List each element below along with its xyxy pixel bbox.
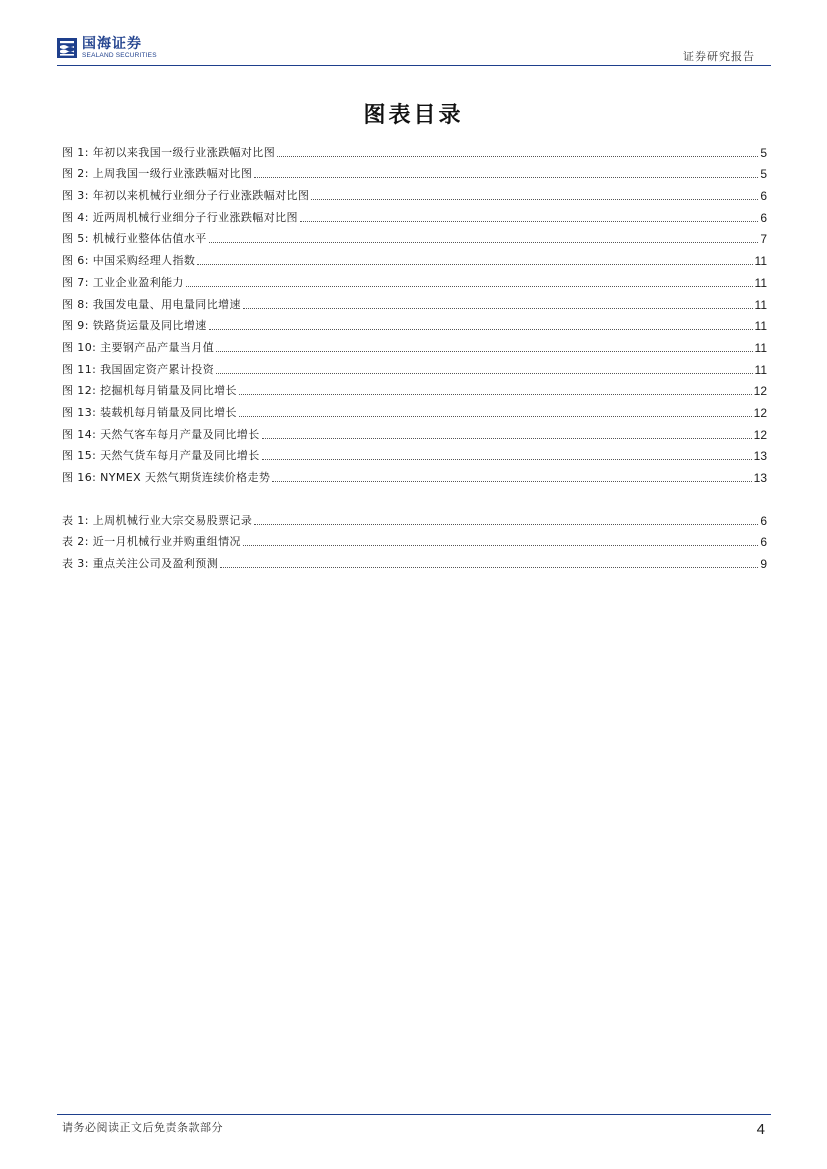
toc-entry-label: 图 5: 机械行业整体估值水平 <box>62 232 207 246</box>
toc-entry-label: 图 1: 年初以来我国一级行业涨跌幅对比图 <box>62 145 276 159</box>
dot-leader <box>216 350 752 352</box>
toc-entry-page: 11 <box>754 275 767 290</box>
footer-divider <box>57 1114 771 1115</box>
toc-entry-page: 5 <box>760 145 767 160</box>
toc-entry-page: 5 <box>760 167 767 182</box>
toc-entry-page: 13 <box>753 449 767 464</box>
toc-entry-label: 图 10: 主要钢产品产量当月值 <box>62 340 215 354</box>
toc-figure-entry[interactable] <box>62 290 767 312</box>
header-divider <box>57 65 771 66</box>
toc-entry-page: 11 <box>754 254 767 269</box>
toc-entry-label: 图 9: 铁路货运量及同比增速 <box>62 319 207 333</box>
toc-entry-label: 图 12: 挖掘机每月销量及同比增长 <box>62 384 237 398</box>
dot-leader <box>239 393 752 395</box>
toc-entry-page: 6 <box>760 535 767 550</box>
toc-figure-entry[interactable] <box>62 420 767 442</box>
dot-leader <box>311 198 758 200</box>
toc-entry-label: 图 11: 我国固定资产累计投资 <box>62 362 215 376</box>
dot-leader <box>262 437 752 439</box>
toc-figure-entry[interactable] <box>62 225 767 247</box>
toc-figure-entry[interactable] <box>62 312 767 334</box>
table-list <box>62 506 767 571</box>
toc-entry-page: 9 <box>760 557 767 572</box>
toc-entry-page: 7 <box>760 232 767 247</box>
toc-entry-label: 图 2: 上周我国一级行业涨跌幅对比图 <box>62 167 253 181</box>
toc-figure-entry[interactable] <box>62 268 767 290</box>
disclaimer-note: 请务必阅读正文后免责条款部分 <box>62 1121 223 1134</box>
brand-name-en: SEALAND SECURITIES <box>82 52 157 59</box>
dot-leader <box>254 176 758 178</box>
toc-entry-page: 12 <box>753 405 767 420</box>
report-type-label: 证券研究报告 <box>683 50 755 63</box>
toc-entry-label: 表 2: 近一月机械行业并购重组情况 <box>62 535 241 549</box>
toc-table-entry[interactable] <box>62 528 767 550</box>
dot-leader <box>209 328 753 330</box>
toc-entry-page: 12 <box>753 384 767 399</box>
toc-figure-entry[interactable] <box>62 463 767 485</box>
toc-entry-page: 12 <box>753 427 767 442</box>
dot-leader <box>216 372 752 374</box>
toc-entry-page: 11 <box>754 297 767 312</box>
toc-table-entry[interactable] <box>62 506 767 528</box>
toc-figure-entry[interactable] <box>62 442 767 464</box>
toc-entry-label: 表 3: 重点关注公司及盈利预测 <box>62 557 219 571</box>
dot-leader <box>239 415 752 417</box>
toc-entry-label: 图 6: 中国采购经理人指数 <box>62 254 196 268</box>
dot-leader <box>254 523 758 525</box>
toc-entry-label: 图 15: 天然气货车每月产量及同比增长 <box>62 449 260 463</box>
brand-logo <box>57 37 157 63</box>
toc-entry-page: 6 <box>760 189 767 204</box>
toc-figure-entry[interactable] <box>62 203 767 225</box>
toc-entry-label: 图 7: 工业企业盈利能力 <box>62 275 184 289</box>
dot-leader <box>262 458 752 460</box>
toc-entry-page: 11 <box>754 319 767 334</box>
figure-list <box>62 138 767 485</box>
toc-entry-label: 图 8: 我国发电量、用电量同比增速 <box>62 297 241 311</box>
sealand-logo-icon <box>57 38 77 58</box>
page-title: 图表目录 <box>363 103 464 128</box>
dot-leader <box>186 285 753 287</box>
toc-entry-page: 13 <box>753 471 767 485</box>
brand-name-cn: 国海证券 <box>82 36 142 52</box>
toc-figure-entry[interactable] <box>62 181 767 203</box>
dot-leader <box>272 480 751 482</box>
toc-entry-page: 6 <box>760 210 767 225</box>
toc-table-entry[interactable] <box>62 549 767 571</box>
toc-entry-page: 11 <box>754 362 767 377</box>
dot-leader <box>220 566 758 568</box>
toc-figure-entry[interactable] <box>62 246 767 268</box>
dot-leader <box>277 155 758 157</box>
toc-entry-label: 图 13: 装载机每月销量及同比增长 <box>62 405 237 419</box>
toc-entry-page: 6 <box>760 513 767 528</box>
dot-leader <box>300 220 758 222</box>
toc-figure-entry[interactable] <box>62 398 767 420</box>
toc-figure-entry[interactable] <box>62 377 767 399</box>
toc-entry-label: 图 16: NYMEX 天然气期货连续价格走势 <box>62 471 271 484</box>
toc-entry-page: 11 <box>754 340 767 355</box>
toc-figure-entry[interactable] <box>62 333 767 355</box>
page-number: 4 <box>756 1121 765 1138</box>
toc-entry-label: 图 4: 近两周机械行业细分子行业涨跌幅对比图 <box>62 210 298 224</box>
toc-figure-entry[interactable] <box>62 138 767 160</box>
page-header <box>0 0 827 68</box>
dot-leader <box>243 307 753 309</box>
toc-figure-entry[interactable] <box>62 355 767 377</box>
toc-entry-label: 表 1: 上周机械行业大宗交易股票记录 <box>62 513 253 527</box>
dot-leader <box>243 544 758 546</box>
toc-entry-label: 图 3: 年初以来机械行业细分子行业涨跌幅对比图 <box>62 189 310 203</box>
dot-leader <box>209 241 759 243</box>
dot-leader <box>197 263 752 265</box>
toc-entry-label: 图 14: 天然气客车每月产量及同比增长 <box>62 427 260 441</box>
toc-figure-entry[interactable] <box>62 160 767 182</box>
